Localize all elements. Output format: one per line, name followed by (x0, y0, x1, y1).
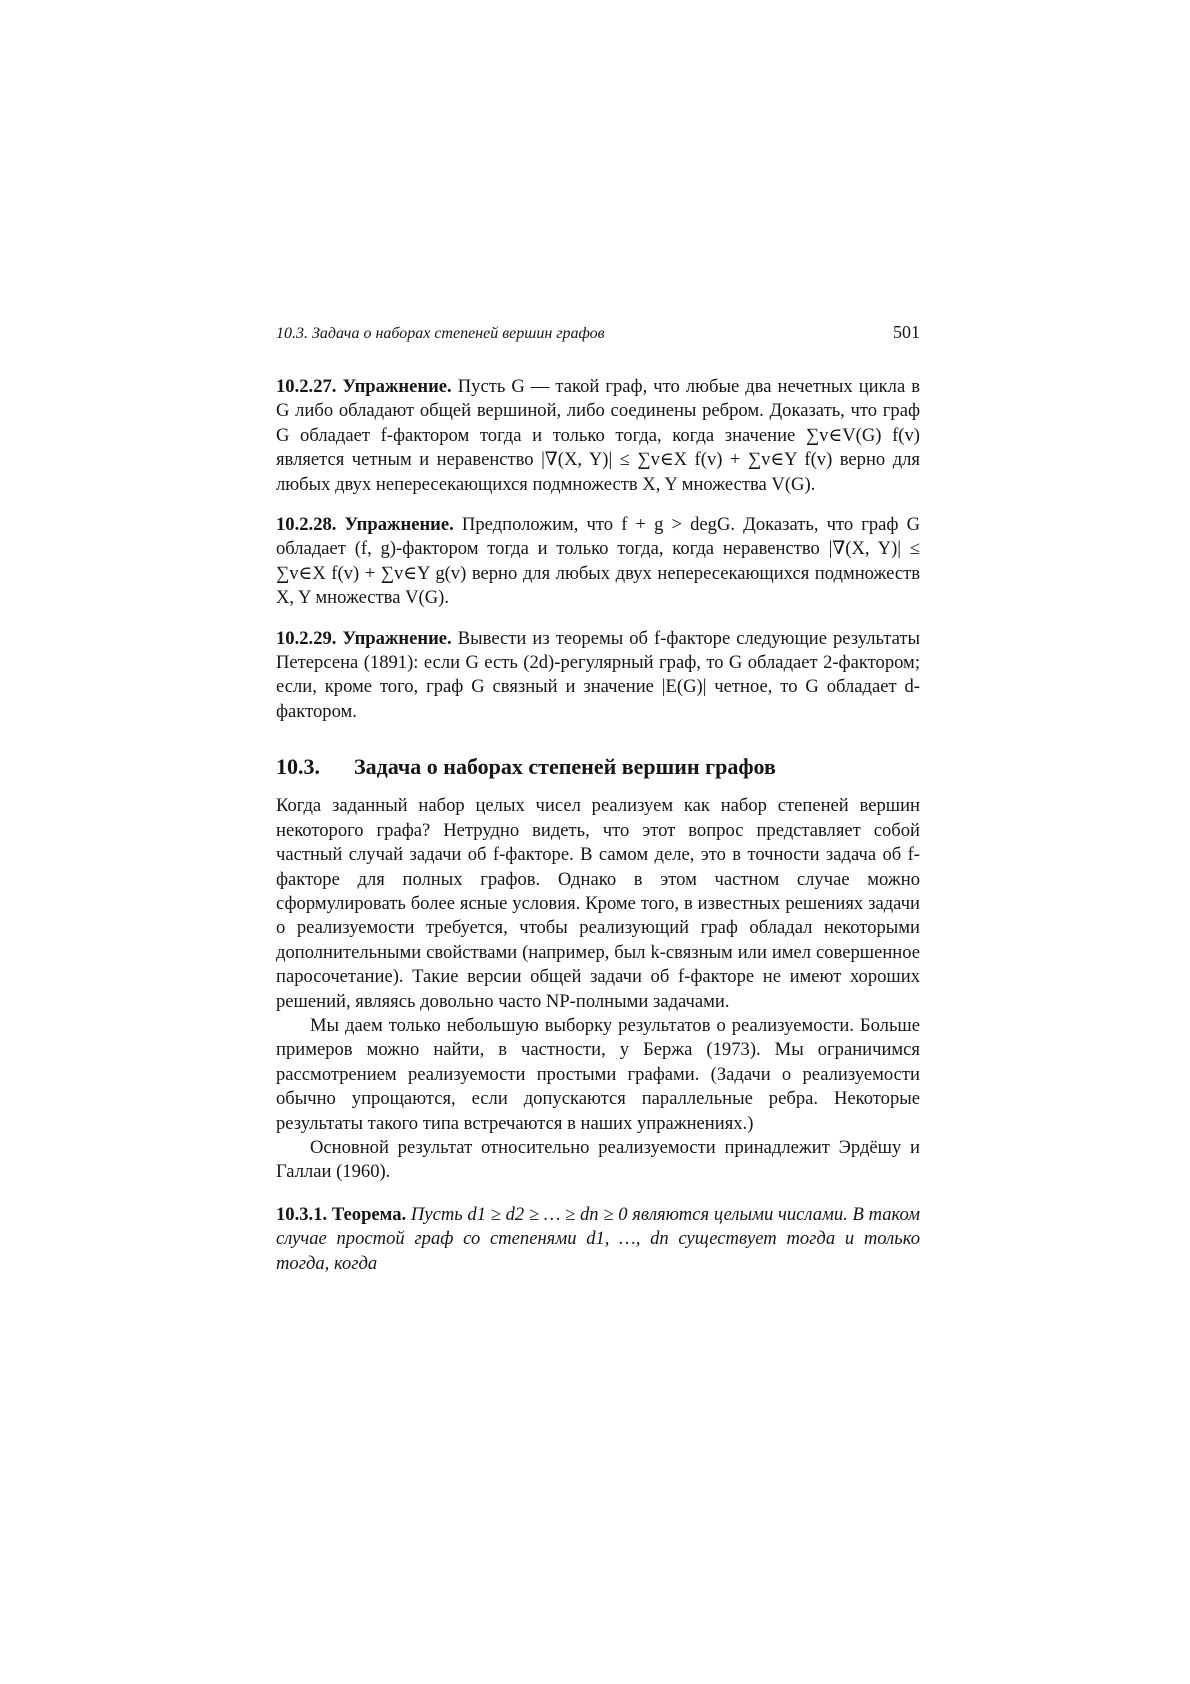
section-heading (276, 754, 920, 780)
exercise-text: Предположим, что f + g > degG. Доказать, что граф G обладает (f, g)-фактором тогда и только тогда, когда неравенство |∇(X, Y)| ≤ ∑v∈X f(v) + ∑v∈Y g(v) верно для любых двух непересекающихся подмножеств X, Y множества V(G). (276, 514, 921, 609)
exercise-10-2-28 (276, 513, 920, 611)
exercise-10-2-27 (276, 375, 920, 497)
page-number: 501 (893, 322, 920, 342)
theorem-10-3-1 (276, 1203, 920, 1276)
running-title: 10.3. Задача о наборах степеней вершин графов (276, 325, 605, 342)
theorem-text: Пусть d1 ≥ d2 ≥ … ≥ dn ≥ 0 являются целыми числами. В таком случае простой граф со степенями d1, …, dn существует тогда и только тогда, когда (276, 1203, 920, 1274)
exercise-label: 10.2.29. Упражнение. (276, 627, 452, 649)
exercise-text: Пусть G — такой граф, что любые два нечетных цикла в G либо обладают общей вершиной, либо соединены ребром. Доказать, что граф G обладает f-фактором тогда и только тогда, когда значение ∑v∈V(G) f(v) является четным и неравенство |∇(X, Y)| ≤ ∑v∈X f(v) + ∑v∈Y f(v) верно для любых двух непересекающихся подмножеств X, Y множества V(G). (276, 376, 920, 495)
section-title: Задача о наборах степеней вершин графов (354, 754, 776, 780)
exercise-label: 10.2.28. Упражнение. (276, 514, 454, 536)
section-number: 10.3. (276, 754, 320, 780)
running-head (276, 322, 920, 343)
exercise-10-2-29 (276, 627, 920, 725)
paragraph-sample: Мы даем только небольшую выборку результатов о реализуемости. Больше примеров можно найти, в частности, у Бержа (1973). Мы ограничимся рассмотрением реализуемости простыми графами. (Задачи о реализуемости обычно упрощаются, если допускаются параллельные ребра. Некоторые результаты такого типа встречаются в наших упражнениях.) (276, 1014, 920, 1134)
exercise-label: 10.2.27. Упражнение. (276, 376, 452, 397)
book-page (276, 322, 920, 1276)
paragraph-intro: Когда заданный набор целых чисел реализуем как набор степеней вершин некоторого графа? Нетрудно видеть, что этот вопрос представляет собой частный случай задачи об f-факторе. В самом деле, это в точности задача об f-факторе для полных графов. Однако в этом частном случае можно сформулировать более ясные условия. Кроме того, в известных решениях задачи о реализуемости требуется, чтобы реализующий граф обладал некоторыми дополнительными свойствами (например, был k-связным или имел совершенное паросочетание). Такие версии общей задачи об f-факторе не имеют хороших решений, являясь довольно часто NP-полными задачами. (276, 795, 920, 1012)
theorem-label: 10.3.1. Теорема. (276, 1203, 407, 1225)
exercise-text: Вывести из теоремы об f-факторе следующие результаты Петерсена (1891): если G есть (2d)-регулярный граф, то G обладает 2-фактором; если, кроме того, граф G связный и значение |E(G)| четное, то G обладает d-фактором. (276, 627, 920, 722)
paragraph-main-result: Основной результат относительно реализуемости принадлежит Эрдёшу и Галлаи (1960). (276, 1136, 920, 1183)
